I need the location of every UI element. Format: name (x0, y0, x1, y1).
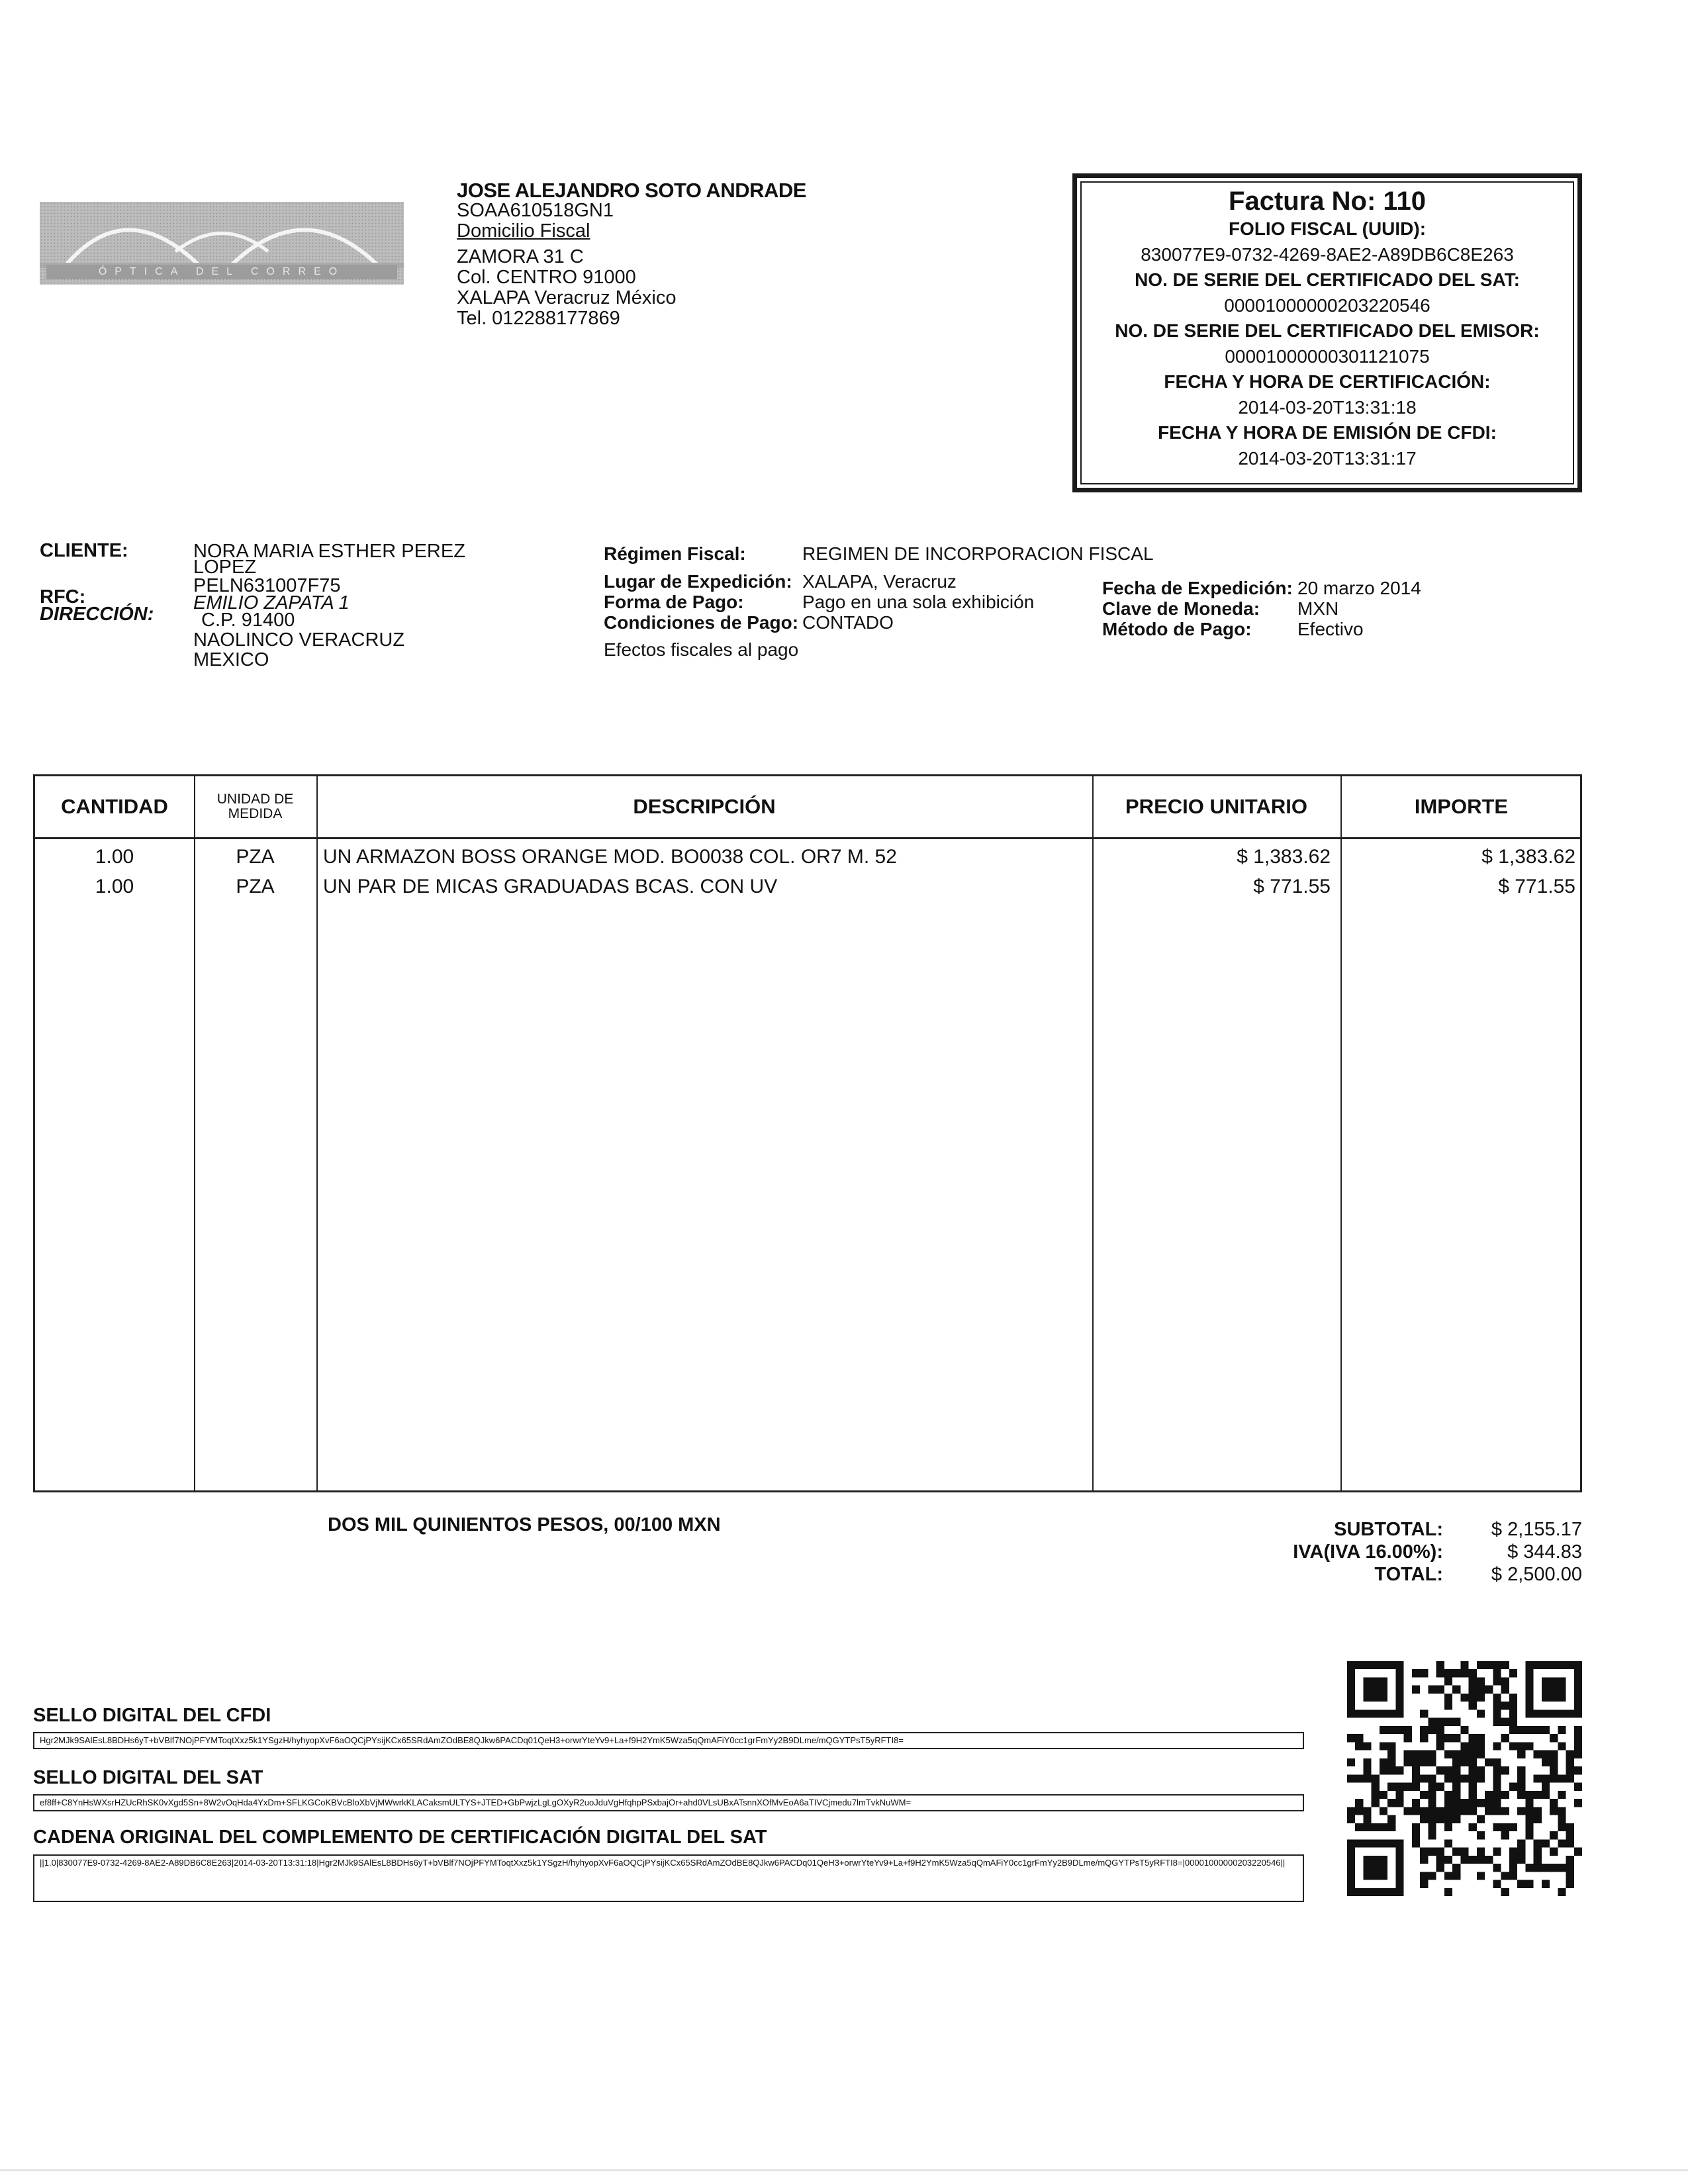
row1-importe: $ 1,383.62 (1481, 846, 1575, 868)
iva-value: $ 344.83 (1507, 1541, 1582, 1563)
col-header-descripcion: DESCRIPCIÓN (633, 795, 776, 818)
sello-sat-label: SELLO DIGITAL DEL SAT (33, 1767, 263, 1788)
condiciones-value: CONTADO (802, 612, 894, 633)
emisor-serie-label: NO. DE SERIE DEL CERTIFICADO DEL EMISOR: (1115, 320, 1540, 341)
row2-unidad: PZA (236, 876, 275, 897)
client-name-line1: NORA MARIA ESTHER PEREZ (193, 541, 465, 562)
fiscal-labels-right (1102, 578, 1293, 639)
issuer-block (457, 180, 806, 329)
fiscal-labels-left (604, 543, 798, 660)
emision-date-value: 2014-03-20T13:31:17 (1238, 447, 1417, 469)
iva-label: IVA(IVA 16.00%): (1293, 1541, 1443, 1563)
total-label: TOTAL: (1374, 1564, 1443, 1585)
row2-precio: $ 771.55 (1253, 876, 1331, 897)
issuer-city: XALAPA Veracruz México (457, 287, 677, 308)
row2-cantidad: 1.00 (95, 876, 134, 897)
col-header-cantidad: CANTIDAD (61, 795, 168, 818)
client-name-line2: LOPEZ (193, 557, 257, 578)
fiscal-values-left (802, 543, 1154, 633)
col-header-unidad-line2: MEDIDA (228, 806, 283, 821)
company-logo (40, 202, 404, 285)
issuer-street: ZAMORA 31 C (457, 246, 584, 267)
cadena-original-label: CADENA ORIGINAL DEL COMPLEMENTO DE CERTIFICACIÓN DIGITAL DEL SAT (33, 1827, 767, 1848)
totals-values (1456, 1518, 1582, 1586)
fecha-exp-value: 20 marzo 2014 (1297, 578, 1421, 598)
row1-precio: $ 1,383.62 (1237, 846, 1331, 868)
client-country: MEXICO (193, 649, 269, 670)
direccion-label: DIRECCIÓN: (40, 604, 154, 625)
cert-date-value: 2014-03-20T13:31:18 (1238, 396, 1417, 418)
page-bottom-edge (0, 2169, 1688, 2171)
lugar-value: XALAPA, Veracruz (802, 571, 957, 592)
total-value: $ 2,500.00 (1491, 1564, 1582, 1585)
sat-serie-label: NO. DE SERIE DEL CERTIFICADO DEL SAT: (1135, 269, 1520, 290)
client-city: NAOLINCO VERACRUZ (193, 629, 405, 651)
issuer-name: JOSE ALEJANDRO SOTO ANDRADE (457, 179, 806, 202)
items-table (33, 774, 1582, 1492)
fiscal-values-right (1297, 578, 1421, 639)
forma-label: Forma de Pago: (604, 592, 744, 612)
cadena-original-value: ||1.0|830077E9-0732-4269-8AE2-A89DB6C8E263|2014-03-20T13:31:18|Hgr2MJk9SAlEsL8BDHs6yT+bVBlf7NOjPFYMToqtXxz5k1YSgzH/hyhyopXvF6aOQCjPYsijKCx65SRdAmZOdBE8QJkw6PACDq01QeH3+orwrYteYv9+La+f9H2YmK5Wza5qQmAFiY0cc1grFmYy2B9DLme/mQGYTPsT5yRFTI8=|00001000000203220546|| (33, 1854, 1304, 1902)
invoice-info-box (1072, 173, 1582, 492)
cert-date-label: FECHA Y HORA DE CERTIFICACIÓN: (1164, 371, 1491, 392)
sello-cfdi-value: Hgr2MJk9SAlEsL8BDHs6yT+bVBlf7NOjPFYMToqtXxz5k1YSgzH/hyhyopXvF6aOQCjPYsijKCx65SRdAmZOdBE8QJkw6PACDq01QeH3+orwrYteYv9+La+f9H2YmK5Wza5qQmAFiY0cc1grFmYy2B9DLme/mQGYTPsT5yRFTI8= (33, 1732, 1304, 1749)
folio-value: 830077E9-0732-4269-8AE2-A89DB6C8E263 (1141, 244, 1514, 265)
logo-text: ÓPTICA DEL CORREO (46, 265, 397, 279)
metodo-value: Efectivo (1297, 619, 1364, 639)
issuer-colonia: Col. CENTRO 91000 (457, 267, 636, 288)
sat-serie-value: 00001000000203220546 (1224, 295, 1430, 316)
col-header-unidad (194, 776, 316, 837)
lugar-label: Lugar de Expedición: (604, 571, 792, 592)
issuer-tel: Tel. 012288177869 (457, 308, 620, 329)
issuer-domicilio-label: Domicilio Fiscal (457, 220, 590, 242)
subtotal-value: $ 2,155.17 (1491, 1519, 1582, 1540)
client-cp: C.P. 91400 (201, 610, 295, 631)
forma-value: Pago en una sola exhibición (802, 592, 1035, 612)
col-header-unidad-line1: UNIDAD DE (216, 792, 294, 807)
subtotal-label: SUBTOTAL: (1334, 1519, 1443, 1540)
metodo-label: Método de Pago: (1102, 619, 1252, 639)
folio-label: FOLIO FISCAL (UUID): (1228, 218, 1427, 239)
row1-descripcion: UN ARMAZON BOSS ORANGE MOD. BO0038 COL. OR7 M. 52 (323, 846, 897, 868)
rfc-label: RFC: (40, 586, 86, 608)
client-rfc: PELN631007F75 (193, 575, 341, 596)
row2-importe: $ 771.55 (1498, 876, 1575, 897)
col-header-precio: PRECIO UNITARIO (1125, 795, 1307, 818)
moneda-label: Clave de Moneda: (1102, 598, 1260, 619)
moneda-value: MXN (1297, 598, 1339, 619)
invoice-title: Factura No: 110 (1229, 187, 1426, 216)
totals-labels (1192, 1518, 1443, 1586)
efectos-fiscales: Efectos fiscales al pago (604, 639, 799, 660)
amount-in-words: DOS MIL QUINIENTOS PESOS, 00/100 MXN (328, 1514, 721, 1535)
sello-cfdi-label: SELLO DIGITAL DEL CFDI (33, 1705, 271, 1726)
regimen-value: REGIMEN DE INCORPORACION FISCAL (802, 543, 1154, 564)
col-header-importe: IMPORTE (1414, 795, 1509, 818)
condiciones-label: Condiciones de Pago: (604, 612, 799, 633)
emision-date-label: FECHA Y HORA DE EMISIÓN DE CFDI: (1158, 422, 1497, 443)
sello-sat-value: ef8ff+C8YnHsWXsrHZUcRhSK0vXgd5Sn+8W2vOqHda4YxDm+SFLKGCoKBVcBloXbVjMWwrkKLACaksmULTYS+JTED+GbPwjzLgLgOXyR2uoJduVgHfqhpPSxbajOr+ahd0VLsUBxATsnnXOfMvEoA6aTIVCjmedu7lmTvkNuWM= (33, 1794, 1304, 1811)
row2-descripcion: UN PAR DE MICAS GRADUADAS BCAS. CON UV (323, 876, 778, 897)
row1-cantidad: 1.00 (95, 846, 134, 868)
regimen-label: Régimen Fiscal: (604, 543, 746, 564)
cliente-label: CLIENTE: (40, 540, 128, 561)
client-street: EMILIO ZAPATA 1 (193, 592, 350, 614)
fecha-exp-label: Fecha de Expedición: (1102, 578, 1293, 598)
emisor-serie-value: 00001000000301121075 (1225, 345, 1430, 367)
client-block (193, 541, 465, 670)
row1-unidad: PZA (236, 846, 275, 868)
logo-arches-graphic (40, 202, 404, 268)
qr-code-icon (1347, 1661, 1582, 1896)
issuer-rfc: SOAA610518GN1 (457, 200, 614, 221)
